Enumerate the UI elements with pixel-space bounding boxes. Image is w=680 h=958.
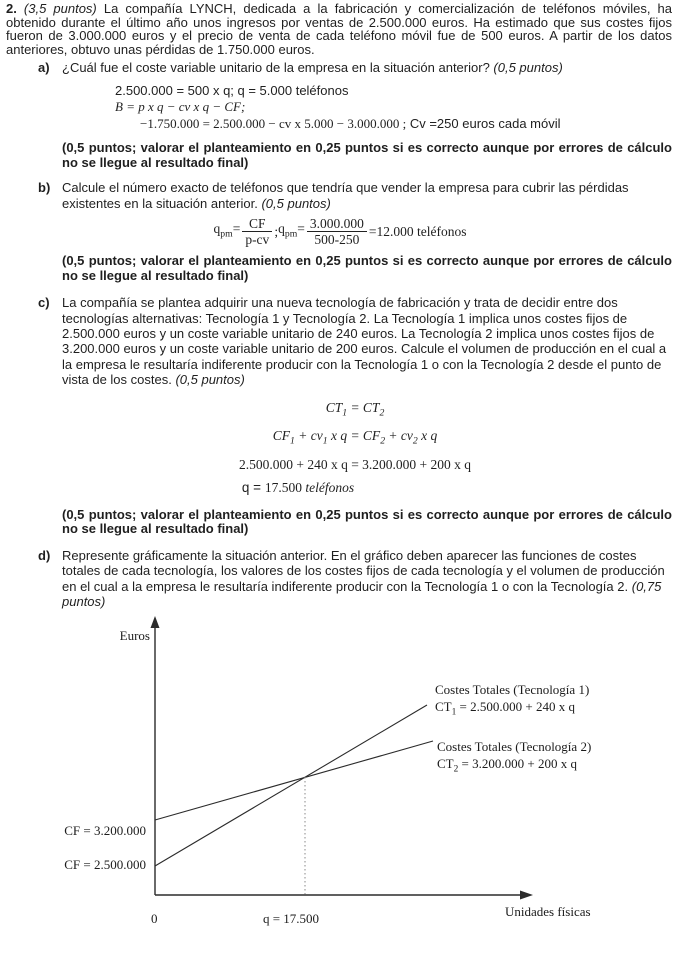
ct1-legend [435,681,589,722]
qpm-symbol-2: $q_{pm}=$ [278,220,305,240]
grading-note-a: (0,5 puntos; valorar el planteamiento en 0,25 puntos si es correcto aunque por errores de cálculo no se llegue al resultado final) [62,140,672,170]
ct2-line [155,741,433,820]
solution-c-formula-1: $CT_1 = CT_2$ [325,399,385,419]
ct2-legend-equation: $CT_2 = 3.200.000 + 200$ x q [437,756,577,775]
item-a-points: (0,5 puntos) [493,60,563,76]
grading-note-b: (0,5 puntos; valorar el planteamiento en 0,25 puntos si es correcto aunque por errores de cálculo no se llegue al resultado final) [62,253,672,283]
solution-c-formula-2: $CF_1 + cv_1$ x $q = CF_2 + cv_2$ x q [272,428,438,447]
q-intersection-label: q = 17.500 [262,911,320,926]
item-d-marker: d) [38,547,51,563]
item-b-points: (0,5 puntos) [261,195,331,211]
item-c-text: La compañía se plantea adquirir una nueva tecnología de fabricación y trata de decidir entre dos tecnologías alternativas: Tecnología 1 y Tecnología 2. La Tecnología 1 implica unos costes fijos de 2.500.000 euros y un coste variable unitario de 240 euros. La Tecnología 2 implica unos costes fijos de 3.200.000 euros y un coste variable unitario de 200 euros. Calcule el volumen de producción en el cual a la empresa le resultaría indiferente producir con la Tecnología 1 o con la Tecnología 2 desde el punto de vista de los costes. [62,295,667,388]
ct2-legend-name: Costes Totales (Tecnología 2) [437,739,592,754]
formula-4-value: 17.500 [264,479,306,495]
ct1-legend-name: Costes Totales (Tecnología 1) [435,682,590,697]
solution-a-line3-text: Cv =250 euros cada móvil [409,115,561,131]
formula-result: =12.000 teléfonos [368,223,467,239]
y-axis-label: Euros [119,628,150,643]
y-axis-arrow-icon [151,616,160,628]
problem-points: (3,5 puntos) [23,1,97,16]
cost-chart [0,615,680,958]
formula-4-unit: teléfonos [305,479,355,495]
item-c-marker: c) [38,295,50,311]
solution-c-formula-3: 2.500.000 + 240 x q = 3.200.000 + 200 x q [238,456,472,472]
qpm-symbol: $q_{pm}=$ [213,220,241,240]
ct2-legend [437,738,591,779]
item-d [38,548,672,610]
solution-a-line1: 2.500.000 = 500 x q; q = 5.000 teléfonos [115,82,349,98]
origin-label: 0 [151,911,158,926]
item-b [38,180,672,211]
item-c-points: (0,5 puntos) [175,372,245,388]
grading-note-c: (0,5 puntos; valorar el planteamiento en 0,25 puntos si es correcto aunque por errores de cálculo no se llegue al resultado final) [62,506,672,537]
solution-a-line3 [140,116,680,133]
solution-a-line3-math: −1.750.000 = 2.500.000 − cv x 5.000 − 3.000.000 ; [140,115,407,131]
item-a-text: ¿Cuál fue el coste variable unitario de la empresa en la situación anterior? [62,60,490,76]
item-c [38,295,672,387]
item-a [38,60,672,75]
x-axis-arrow-icon [520,891,533,900]
solution-b-formula [0,216,680,247]
item-b-marker: b) [38,180,51,196]
formula-separator: ; [274,223,279,239]
ct1-line [155,705,427,866]
item-b-text: Calcule el número exacto de teléfonos que tendría que vender la empresa para cubrir las pérdidas existentes en la situación anterior. [62,180,629,211]
problem-statement [6,2,672,56]
problem-number: 2. [6,1,17,16]
ct1-legend-equation: $CT_1 = 2.500.000 + 240$ x q [435,699,575,718]
solution-a [115,83,680,133]
fraction-numeric: $\frac{3.000.000}{500-250}$ [307,216,367,247]
fraction-cf-over-margin: $\frac{CF}{p-cv}$ [242,216,272,247]
problem-intro-text: La compañía LYNCH, dedicada a la fabricación y comercialización de teléfonos móviles, ha obtenido durante el último año unos ingresos por ventas de 2.500.000 euros. Ha estimado que sus costes fijos fueron de 3.000.000 euros y el precio de venta de cada teléfono móvil fue de 500 euros. A partir de los datos anteriores, obtuvo unas pérdidas de 1.750.000 euros. [6,1,672,57]
item-d-points: (0,75 puntos) [62,578,662,610]
cf-2500000-label: CF = 2.500.000 [64,857,146,872]
cf-3200000-label: CF = 3.200.000 [64,823,146,838]
solution-a-line2: B = p x q − cv x q − CF; [115,99,246,115]
solution-c-formula-4 [0,481,680,495]
item-a-marker: a) [38,60,50,76]
x-axis-label: Unidades físicas [505,904,591,919]
formula-4-lhs: q = [241,479,265,495]
item-d-text: Represente gráficamente la situación anterior. En el gráfico deben aparecer las funciones de costes totales de cada tecnología, los valores de los costes fijos de cada tecnología y el volumen de producción en el cual a la empresa le resultaría indiferente producir con la Tecnología 1 o con la Tecnología 2. [62,547,665,594]
